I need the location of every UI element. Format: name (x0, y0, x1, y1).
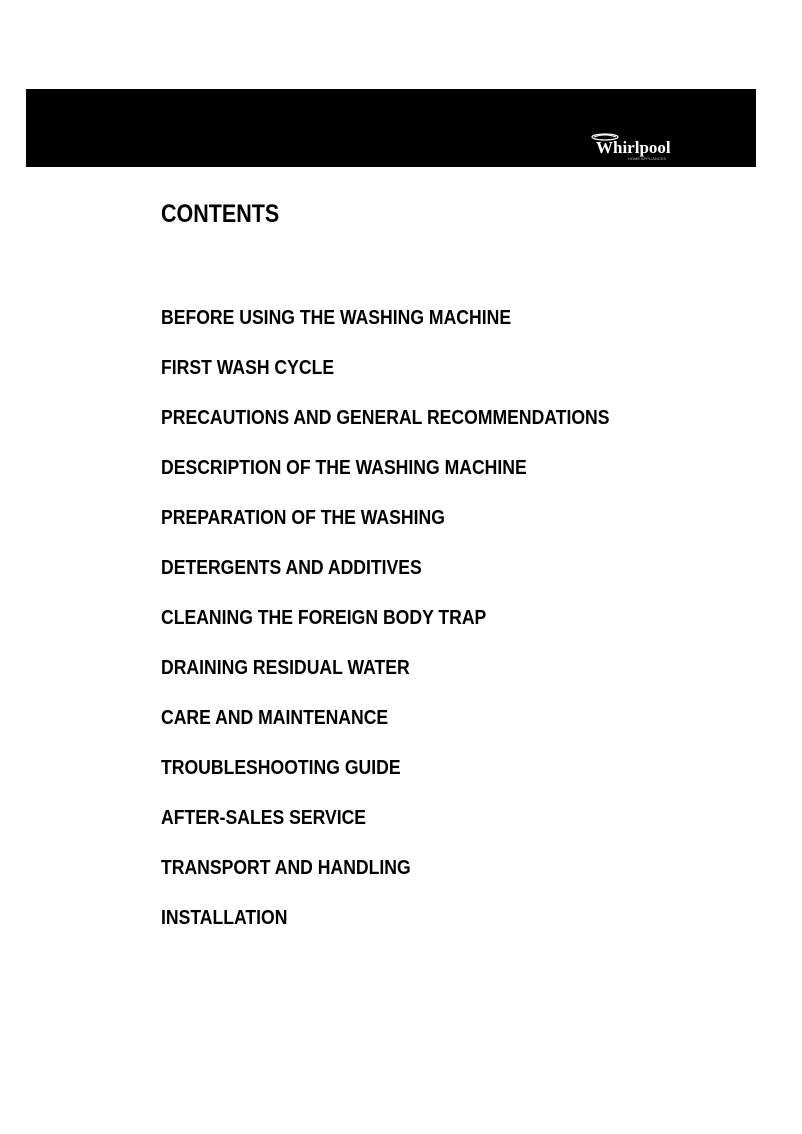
contents-title: CONTENTS (161, 200, 280, 228)
toc-item-description: DESCRIPTION OF THE WASHING MACHINE (161, 457, 527, 479)
toc-item-detergents: DETERGENTS AND ADDITIVES (161, 557, 422, 579)
toc-list (161, 302, 671, 952)
toc-item-transport: TRANSPORT AND HANDLING (161, 857, 411, 879)
toc-item-first-wash-cycle: FIRST WASH CYCLE (161, 357, 335, 379)
logo-tagline: HOME APPLIANCES (628, 156, 667, 161)
toc-item-installation: INSTALLATION (161, 907, 288, 929)
toc-item-preparation: PREPARATION OF THE WASHING (161, 507, 445, 529)
toc-item-foreign-body-trap: CLEANING THE FOREIGN BODY TRAP (161, 607, 487, 629)
toc-item-after-sales: AFTER-SALES SERVICE (161, 807, 367, 829)
logo-wordmark: Whirlpool (596, 138, 671, 157)
whirlpool-logo (588, 133, 678, 165)
toc-item-care: CARE AND MAINTENANCE (161, 707, 389, 729)
toc-item-troubleshooting: TROUBLESHOOTING GUIDE (161, 757, 401, 779)
toc-item-before-using: BEFORE USING THE WASHING MACHINE (161, 307, 512, 329)
toc-item-precautions: PRECAUTIONS AND GENERAL RECOMMENDATIONS (161, 407, 610, 429)
toc-item-draining: DRAINING RESIDUAL WATER (161, 657, 410, 679)
